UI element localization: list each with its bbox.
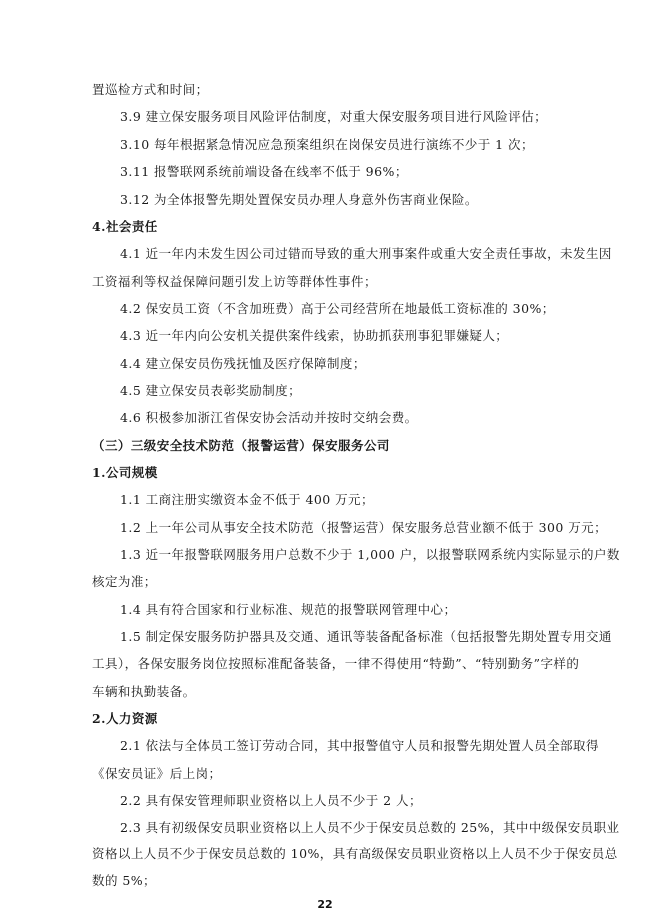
section-heading: 2.人力资源 <box>92 711 158 726</box>
paragraph-line: 资格以上人员不少于保安员总数的 10%，具有高级保安员职业资格以上人员不少于保安员总 <box>92 846 618 861</box>
paragraph-line: 2.1 依法与全体员工签订劳动合同，其中报警值守人员和报警先期处置人员全部取得 <box>120 738 599 753</box>
paragraph-line: 数的 5%； <box>92 873 157 888</box>
paragraph-line: 3.9 建立保安服务项目风险评估制度，对重大保安服务项目进行风险评估； <box>120 109 548 124</box>
paragraph-line: 1.5 制定保安服务防护器具及交通、通讯等装备配备标准（包括报警先期处置专用交通 <box>120 629 612 644</box>
paragraph-line: 2.3 具有初级保安员职业资格以上人员不少于保安员总数的 25%，其中中级保安员职业 <box>120 820 620 835</box>
paragraph-line: 4.2 保安员工资（不含加班费）高于公司经营所在地最低工资标准的 30%； <box>120 301 555 316</box>
paragraph-line: 1.4 具有符合国家和行业标准、规范的报警联网管理中心； <box>120 602 457 617</box>
paragraph-line: 核定为准； <box>92 574 157 589</box>
paragraph-line: 置巡检方式和时间； <box>92 82 209 97</box>
paragraph-line: 工具），各保安服务岗位按照标准配备装备，一律不得使用“特勤”、“特别勤务”字样的 <box>92 656 580 671</box>
paragraph-line: 4.5 建立保安员表彰奖励制度； <box>120 383 302 398</box>
paragraph-line: 3.12 为全体报警先期处置保安员办理人身意外伤害商业保险。 <box>120 192 478 207</box>
paragraph-line: 1.1 工商注册实缴资本金不低于 400 万元； <box>120 492 374 507</box>
paragraph-line: 3.11 报警联网系统前端设备在线率不低于 96%； <box>120 164 408 179</box>
paragraph-line: 4.6 积极参加浙江省保安协会活动并按时交纳会费。 <box>120 410 418 425</box>
section-heading: 4.社会责任 <box>92 219 158 234</box>
paragraph-line: 《保安员证》后上岗； <box>92 766 222 781</box>
paragraph-line: 4.4 建立保安员伤残抚恤及医疗保障制度； <box>120 356 366 371</box>
paragraph-line: 2.2 具有保安管理师职业资格以上人员不少于 2 人； <box>120 793 422 808</box>
paragraph-line: 1.2 上一年公司从事安全技术防范（报警运营）保安服务总营业额不低于 300 万元； <box>120 520 608 535</box>
paragraph-line: 1.3 近一年报警联网服务用户总数不少于 1,000 户，以报警联网系统内实际显示的户数 <box>120 547 620 562</box>
section-heading: 1.公司规模 <box>92 465 158 480</box>
section-heading: （三）三级安全技术防范（报警运营）保安服务公司 <box>92 438 390 453</box>
paragraph-line: 4.3 近一年内向公安机关提供案件线索，协助抓获刑事犯罪嫌疑人； <box>120 328 509 343</box>
paragraph-line: 工资福利等权益保障问题引发上访等群体性事件； <box>92 274 377 289</box>
paragraph-line: 车辆和执勤装备。 <box>92 684 196 699</box>
paragraph-line: 4.1 近一年内未发生因公司过错而导致的重大刑事案件或重大安全责任事故，未发生因 <box>120 246 612 261</box>
paragraph-line: 3.10 每年根据紧急情况应急预案组织在岗保安员进行演练不少于 1 次； <box>120 137 534 152</box>
page-number: 22 <box>317 898 333 911</box>
